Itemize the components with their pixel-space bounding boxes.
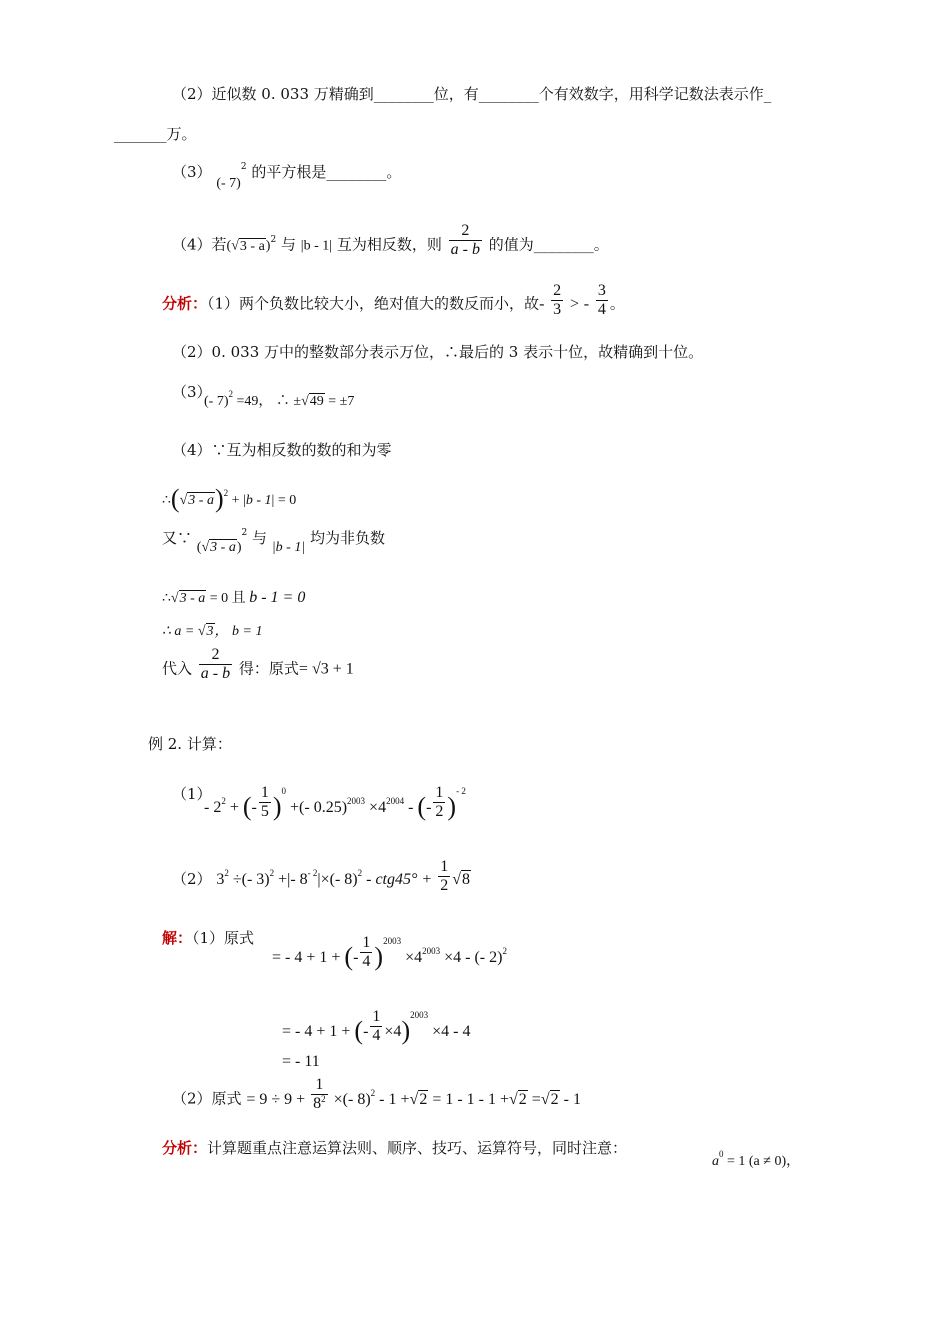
exponent: 2003	[410, 1010, 429, 1020]
denominator: 3	[553, 301, 562, 318]
denominator: a - b	[450, 241, 480, 258]
final-analysis-line	[162, 1138, 627, 1158]
term: = 9 ÷ 9 +	[246, 1090, 306, 1108]
analysis-label: 分析：	[162, 1139, 208, 1157]
fraction-2-over-a-minus-b	[199, 646, 232, 683]
zero-exponent-rule	[712, 1149, 801, 1172]
minus: -	[363, 1023, 369, 1040]
fraction-3-4	[596, 282, 608, 319]
minus: -	[353, 949, 359, 966]
step-2-mid: 与	[252, 529, 268, 547]
radicand: 3	[206, 624, 214, 639]
denominator: 5	[260, 802, 269, 820]
minus: -	[583, 295, 590, 313]
term: ×4 - (- 2)	[444, 949, 503, 966]
term: ×4	[405, 949, 423, 966]
exponent: 2	[269, 868, 275, 879]
radicand: 3 - a	[210, 540, 236, 555]
step-2-tail: 均为非负数	[309, 529, 385, 547]
analysis-1-line	[162, 282, 625, 319]
solution-label: 解：	[162, 929, 193, 947]
numerator: 3	[597, 282, 606, 299]
expression-2-line: （2） $3^2$ ÷(- 3)$^2$ +|- $8^{- 2}|\times(-$ 8)$^2$ - ctg45° + $\frac{1}{2}$ √8	[172, 858, 470, 894]
numerator: 2	[449, 222, 482, 241]
question-3-tail: 的平方根是________。	[251, 163, 402, 181]
step-3-tail: b - 1 = 0	[249, 589, 306, 606]
exponent: 2003	[422, 946, 441, 956]
greater-than: >	[569, 295, 579, 313]
numerator: 1	[311, 1076, 328, 1095]
fraction-1-4	[370, 1008, 382, 1045]
question-2-continuation: _______万。	[114, 125, 197, 143]
expression-2-label: （2）	[172, 870, 212, 889]
step-3-mid: = 0 且	[209, 591, 246, 606]
denominator: a - b	[200, 665, 231, 682]
sqrt-3-minus-a: 3 - a	[239, 238, 265, 254]
step-4-line: ∴ a = √3， b = 1	[162, 624, 263, 639]
term: = - 4 + 1 +	[282, 1023, 351, 1040]
example-2-heading: 例 2. 计算：	[148, 735, 232, 753]
radicand: 8	[461, 871, 470, 889]
plus: +	[229, 799, 239, 816]
numerator: 1	[372, 1007, 381, 1025]
term: ×(- 8)	[333, 1090, 371, 1108]
analysis-1-text: （1）两个负数比较大小，绝对值大的数反而小，故	[207, 294, 540, 313]
analysis-3-math: (- 7)$^2$ =49， ∴ ±√49 = ±7	[204, 389, 355, 409]
analysis-3-result: = ±7	[328, 394, 355, 409]
radicand: 2	[550, 1090, 559, 1108]
term: ×4 - 4	[432, 1023, 471, 1040]
plus: +	[231, 493, 240, 508]
therefore: ∴	[162, 493, 171, 508]
question-4-tail: 的值为________。	[488, 235, 609, 254]
term: - ctg45° +	[366, 871, 433, 889]
numerator: 1	[362, 933, 371, 951]
solution-1-line	[162, 928, 254, 948]
expression-1-label: （1）	[172, 785, 212, 803]
term: 3	[216, 871, 225, 889]
radicand: 2	[419, 1090, 428, 1108]
term: ÷(- 3)	[232, 871, 270, 889]
term: - 1	[563, 1090, 581, 1108]
numerator: 1	[440, 858, 449, 875]
exponent: 2	[223, 488, 229, 498]
abs-content: b - 1	[275, 540, 302, 555]
analysis-3-label: （3）	[172, 383, 212, 401]
term: - 2	[204, 799, 222, 816]
exponent: 2	[228, 389, 233, 399]
numerator: 2	[199, 646, 232, 665]
exponent: 2003	[347, 796, 366, 806]
step-5-line	[162, 646, 354, 683]
denominator: 2	[435, 802, 444, 820]
fraction-2-3	[551, 282, 563, 319]
step-5-result: = √3 + 1	[298, 660, 354, 678]
question-3-expression: (- 7)	[216, 176, 241, 191]
solution-1-prefix: （1）原式	[192, 929, 255, 947]
rule-text: = 1 (a ≠ 0)，	[727, 1154, 801, 1169]
exponent: 2	[357, 868, 363, 879]
radicand: 3 - a	[188, 493, 214, 508]
term: - 1 +	[379, 1090, 410, 1108]
exponent: 2003	[383, 936, 402, 946]
step-3-line: ∴√3 - a = 0 且 b - 1 = 0	[162, 589, 306, 606]
exponent: 2004	[386, 796, 405, 806]
step-4-prefix: ∴ a =	[162, 624, 195, 639]
question-4-mid1: 与	[280, 235, 296, 254]
radicand: 2	[518, 1090, 527, 1108]
term: ×(- 8)	[320, 871, 358, 889]
question-3-line	[172, 162, 402, 191]
term: ×4	[369, 799, 387, 816]
exponent: 2	[321, 1094, 326, 1104]
denominator: 4	[362, 952, 371, 970]
step-4-tail: ， b = 1	[214, 624, 263, 639]
analysis-2-line: （2）0. 033 万中的整数部分表示万位，∴最后的 3 表示十位，故精确到十位。	[172, 343, 704, 361]
term: +(- 0.25)	[290, 799, 348, 816]
exponent: 2	[370, 1087, 376, 1098]
exponent: 2	[502, 946, 507, 956]
fraction-1-2	[433, 784, 445, 821]
question-4-label: （4）若	[172, 235, 227, 254]
solution-1-math: = - 4 + 1 + (- $\frac{1}{4}$ )$^{2003} \times 4^{2003} \times 4$ - (- 2)$^2$	[272, 933, 507, 971]
denominator: 4	[372, 1026, 381, 1044]
radicand: 3 - a	[179, 591, 206, 606]
denominator	[311, 1095, 328, 1114]
question-4-line: （4）若(√3 - a)$^2$ 与 |b - 1| 互为相反数，则 $\frac{2}{a - b}$ 的值为________。	[172, 222, 609, 258]
exponent: - 2	[456, 786, 466, 796]
numerator: 2	[553, 282, 562, 299]
numerator: 1	[260, 783, 269, 801]
term: = 1 - 1 - 1 +	[432, 1090, 510, 1108]
minus: -	[408, 799, 414, 816]
abs-content: b - 1	[245, 493, 272, 508]
base: (- 7)	[204, 394, 229, 409]
minus: -	[251, 799, 257, 816]
exponent: 2	[241, 528, 248, 538]
step-1-line: ∴(√3 - a)$^2$ + |b - 1| = 0	[162, 484, 297, 513]
minus: -	[539, 295, 545, 313]
question-3-label: （3）	[172, 163, 212, 181]
step-5-mid: 得：原式	[238, 659, 299, 678]
minus: -	[426, 799, 432, 816]
analysis-3-expression: =49， ∴ ±	[236, 394, 302, 409]
fraction-1-5	[259, 784, 271, 821]
exponent: 2	[224, 868, 229, 879]
step-2-line: 又∵ (√3 - a)$^2$ 与 |b - 1| 均为非负数	[162, 528, 385, 555]
question-2-line: （2）近似数 0. 033 万精确到________位，有________个有效数字，用科学记数法表示作_	[172, 85, 772, 103]
plus: +	[278, 871, 288, 889]
solution-2-prefix: （2）原式	[172, 1089, 242, 1108]
term: ×4	[384, 1023, 402, 1040]
term: =	[531, 1090, 541, 1108]
solution-2-line: （2）原式 = 9 ÷ 9 + $\frac{1}{8^2}$ ×(- 8)$^2$ - 1 +√2 = 1 - 1 - 1 +√2 =√2 - 1	[172, 1076, 581, 1112]
solution-1-step-2: = - 4 + 1 + (- $\frac{1}{4}$ ×4)$^{2003}$ ×4 - 4	[282, 1007, 471, 1045]
fraction-1-over-8-squared	[311, 1076, 328, 1114]
step-5-prefix: 代入	[162, 659, 193, 678]
analysis-4-line: （4）∵互为相反数的数的和为零	[172, 441, 392, 459]
term: - 8	[290, 871, 308, 889]
therefore: ∴	[162, 591, 171, 606]
denominator: 2	[440, 877, 449, 894]
denominator: 4	[597, 301, 606, 318]
exponent: 0	[281, 786, 287, 796]
exponent: - 2	[307, 868, 318, 879]
question-3-exponent: 2	[240, 162, 247, 172]
final-analysis-text: 计算题重点注意运算法则、顺序、技巧、运算符号，同时注意：	[207, 1139, 628, 1157]
exponent: 2	[221, 796, 226, 806]
solution-1-result: = - 11	[282, 1053, 320, 1070]
period: 。	[609, 294, 625, 313]
base: a	[712, 1154, 719, 1169]
abs-b-minus-1: b - 1	[303, 238, 330, 254]
fraction-1-2	[438, 858, 450, 895]
fraction-1-4	[360, 934, 372, 971]
expression-1: - $2^2$ + (- $\frac{1}{5}$ )$^0$ +(- $0.25)^{2003} \times 4^{2004}$ - (- $\frac{1}{2}$ )$^{- 2}$	[204, 783, 466, 821]
exponent: 0	[719, 1149, 724, 1159]
question-4-mid2: 互为相反数，则	[336, 235, 442, 254]
numerator: 1	[435, 783, 444, 801]
equals-zero: = 0	[277, 493, 297, 508]
radicand: 49	[309, 394, 324, 409]
step-2-prefix: 又∵	[162, 529, 193, 547]
analysis-label: 分析：	[162, 294, 208, 313]
base: 8	[313, 1095, 322, 1112]
term: = - 4 + 1 +	[272, 949, 341, 966]
fraction-2-over-a-minus-b	[449, 222, 482, 259]
exponent: 2	[270, 234, 277, 245]
